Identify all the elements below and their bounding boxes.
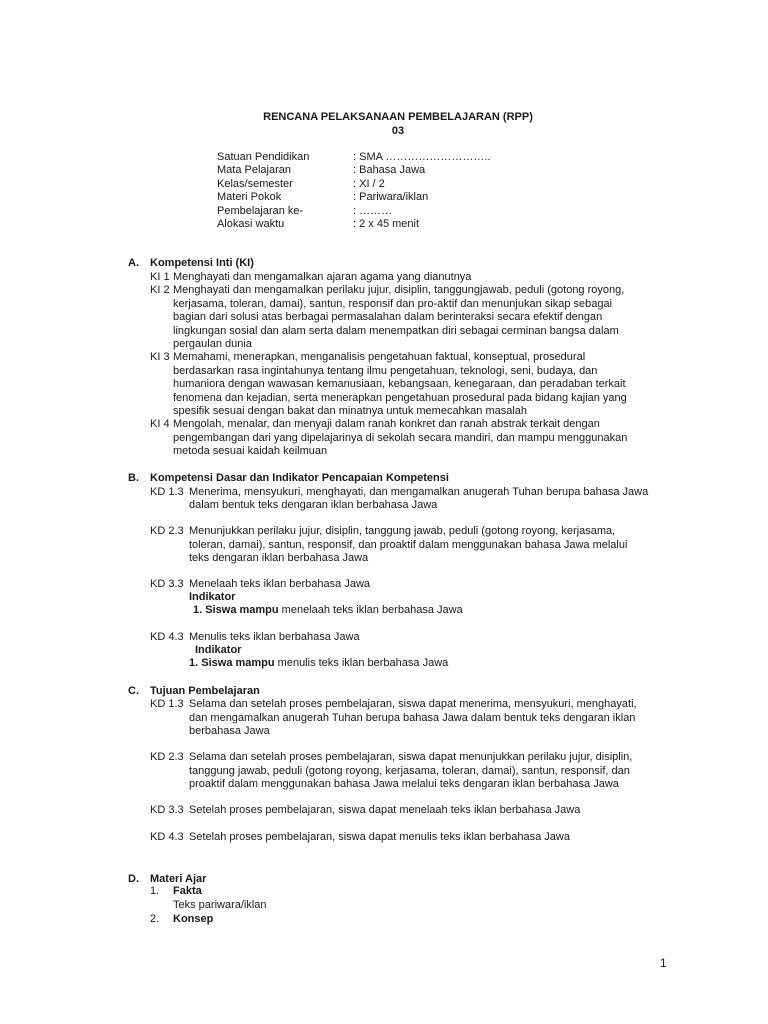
section-letter: C. [128, 685, 139, 697]
ki-text: humaniora dengan wawasan kemanusiaan, kebangsaan, kenegaraan, dan peradaban terkait [173, 378, 626, 390]
ki-text: Menghayati dan mengamalkan ajaran agama yang dianutnya [173, 271, 472, 283]
kd-code: KD 1.3 [150, 486, 184, 498]
identity-value: : SMA ……………………….. [353, 151, 491, 163]
identity-label: Mata Pelajaran [217, 164, 291, 176]
section-letter: B. [128, 472, 139, 484]
list-item-text: Teks pariwara/iklan [173, 899, 267, 911]
identity-label: Satuan Pendidikan [217, 151, 310, 163]
kd-code: KD 1.3 [150, 698, 184, 710]
kd-text: toleran, damai), santun, responsif, dan proaktif dalam menggunakan bahasa Jawa melalui [189, 539, 628, 551]
identity-label: Pembelajaran ke- [217, 205, 304, 217]
ki-text: pengembangan dari yang dipelajarinya di sekolah secara mandiri, dan mampu menggunakan [173, 432, 628, 444]
identity-label: Kelas/semester [217, 178, 293, 190]
section-letter: D. [128, 873, 139, 885]
identity-value: : 2 x 45 menit [353, 218, 420, 230]
list-item-label: Konsep [173, 913, 214, 925]
indikator-number: 1. [189, 657, 199, 669]
kd-text: Menulis teks iklan berbahasa Jawa [189, 631, 360, 643]
indikator-label: Indikator [195, 644, 242, 656]
indikator-text: menulis teks iklan berbahasa Jawa [274, 657, 449, 669]
kd-code: KD 2.3 [150, 525, 184, 537]
indikator-item [189, 657, 448, 670]
indikator-label: Indikator [189, 591, 236, 603]
kd-text: dalam bentuk teks dengaran iklan berbahasa Jawa [189, 499, 438, 511]
identity-label: Materi Pokok [217, 191, 282, 203]
document-title: RENCANA PELAKSANAAN PEMBELAJARAN (RPP) [263, 111, 533, 123]
ki-text: spesifik sesuai dengan bakat dan minatnya untuk memecahkan masalah [173, 405, 528, 417]
ki-code: KI 2 [150, 284, 170, 296]
kd-text: proaktif dalam menggunakan bahasa Jawa melalui teks dengaran iklan berbahasa Jawa [189, 778, 619, 790]
ki-text: lingkungan sosial dan alam serta dalam menempatkan diri sebagai cerminan bangsa dalam [173, 325, 619, 337]
kd-text: tanggung jawab, peduli (gotong royong, kerjasama, toleran, damai), santun, responsif, dan [189, 765, 630, 777]
list-item-label: Fakta [173, 885, 202, 897]
indikator-text: menelaah teks iklan berbahasa Jawa [278, 604, 463, 616]
kd-code: KD 4.3 [150, 631, 184, 643]
kd-text: Setelah proses pembelajaran, siswa dapat menulis teks iklan berbahasa Jawa [189, 831, 570, 843]
ki-code: KI 4 [150, 418, 170, 430]
indikator-item [193, 604, 463, 617]
kd-code: KD 3.3 [150, 804, 184, 816]
kd-text: Setelah proses pembelajaran, siswa dapat menelaah teks iklan berbahasa Jawa [189, 804, 581, 816]
ki-code: KI 3 [150, 351, 170, 363]
kd-text: Selama dan setelah proses pembelajaran, siswa dapat menerima, mensyukuri, menghayati, [189, 698, 637, 710]
indikator-subject: Siswa mampu [201, 657, 275, 669]
kd-code: KD 4.3 [150, 831, 184, 843]
identity-label: Alokasi waktu [217, 218, 285, 230]
section-letter: A. [128, 257, 139, 269]
kd-code: KD 3.3 [150, 578, 184, 590]
kd-text: Menerima, mensyukuri, menghayati, dan mengamalkan anugerah Tuhan berupa bahasa Jawa [189, 486, 649, 498]
indikator-number: 1. [193, 604, 203, 616]
ki-text: kerjasama, toleran, damai), santun, responsif dan pro-aktif dan menunjukan sikap sebagai [173, 298, 613, 310]
kd-text: berbahasa Jawa [189, 725, 270, 737]
kd-text: teks dengaran iklan berbahasa Jawa [189, 552, 369, 564]
identity-value: : Pariwara/iklan [353, 191, 429, 203]
ki-text: bagian dari solusi atas berbagai permasalahan dalam berinteraksi secara efektif dengan [173, 311, 603, 323]
kd-text: dan mengamalkan anugerah Tuhan berupa bahasa Jawa dalam bentuk teks dengaran iklan [189, 712, 636, 724]
ki-text: berdasarkan rasa ingintahunya tentang ilmu pengetahuan, teknologi, seni, budaya, dan [173, 365, 598, 377]
identity-value: : Bahasa Jawa [353, 164, 426, 176]
kd-text: Menunjukkan perilaku jujur, disiplin, tanggung jawab, peduli (gotong royong, kerjasama, [189, 525, 616, 537]
kd-text: Selama dan setelah proses pembelajaran, siswa dapat menunjukkan perilaku jujur, disiplin, [189, 751, 633, 763]
indikator-subject: Siswa mampu [205, 604, 279, 616]
ki-text: Menghayati dan mengamalkan perilaku jujur, disiplin, tanggungjawab, peduli (gotong royong, [173, 284, 625, 296]
section-title: Kompetensi Inti (KI) [150, 257, 254, 269]
section-title: Tujuan Pembelajaran [150, 685, 260, 697]
page-number: 1 [660, 956, 667, 970]
ki-code: KI 1 [150, 271, 170, 283]
ki-text: metoda sesuai kaidah keilmuan [173, 445, 328, 457]
ki-text: pergaulan dunia [173, 338, 252, 350]
list-number: 2. [150, 913, 160, 925]
identity-value: : ……… [353, 205, 393, 217]
ki-text: Mengolah, menalar, dan menyaji dalam ranah konkret dan ranah abstrak terkait dengan [173, 418, 600, 430]
section-title: Kompetensi Dasar dan Indikator Pencapaian Kompetensi [150, 472, 449, 484]
kd-code: KD 2.3 [150, 751, 184, 763]
list-number: 1. [150, 885, 160, 897]
identity-value: : XI / 2 [353, 178, 385, 190]
ki-text: fenomena dan kejadian, serta menerapkan pengetahuan prosedural pada bidang kajian yang [173, 392, 627, 404]
ki-text: Memahami, menerapkan, menganalisis pengetahuan faktual, konseptual, prosedural [173, 351, 586, 363]
kd-text: Menelaah teks iklan berbahasa Jawa [189, 578, 371, 590]
section-title: Materi Ajar [150, 873, 207, 885]
document-number: 03 [391, 125, 405, 137]
